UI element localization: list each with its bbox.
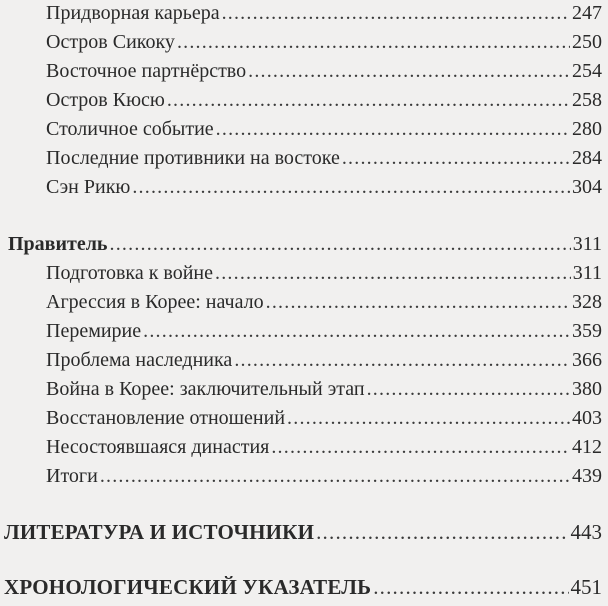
toc-entry [46,176,602,201]
toc-entry [46,89,602,114]
toc-entry-title: Перемирие [46,320,142,342]
toc-entry-page: 311 [572,262,602,284]
toc-entry-page: 359 [572,320,602,342]
toc-entry-title: Остров Кюсю [46,89,165,111]
toc-entry [46,465,602,490]
toc-entry-title: Подготовка к войне [46,262,214,284]
toc-entry [46,31,602,56]
toc-entry-page: 247 [572,2,602,24]
toc-entry-title: Остров Сикоку [46,31,175,53]
toc-entry-page: 403 [572,407,602,429]
toc-entry [46,436,602,461]
dot-leader [266,291,570,314]
toc-part-title: Правитель [8,233,108,255]
dot-leader [143,320,570,343]
toc-major-heading-chronology [4,575,602,603]
toc-entry [46,118,602,143]
dot-leader [216,118,570,141]
toc-part-heading [8,233,602,258]
toc-entry-page: 439 [572,465,602,487]
toc-entry-page: 304 [572,176,602,198]
toc-entry [46,320,602,345]
dot-leader [342,147,570,170]
toc-major-page: 451 [570,575,602,599]
dot-leader [271,436,570,459]
dot-leader [110,233,571,256]
toc-major-heading-literature [4,520,602,548]
toc-entry-page: 284 [572,147,602,169]
toc-entry [46,262,602,287]
dot-leader [316,520,568,545]
toc-entry-title: Агрессия в Корее: начало [46,291,264,313]
toc-entry-title: Последние противники на востоке [46,147,340,169]
dot-leader [167,89,570,112]
toc-entry-page: 254 [572,60,602,82]
dot-leader [177,31,570,54]
dot-leader [287,407,570,430]
dot-leader [373,575,568,600]
toc-entry [46,291,602,316]
toc-entry-title: Восточное партнёрство [46,60,247,82]
toc-entry-title: Проблема наследника [46,349,233,371]
dot-leader [248,60,570,83]
toc-entry-title: Итоги [46,465,98,487]
toc-entry-title: Восстановление отношений [46,407,286,429]
dot-leader [215,262,571,285]
toc-entry [46,60,602,85]
toc-entry-page: 412 [572,436,602,458]
toc-major-page: 443 [570,520,602,544]
toc-entry-title: Придворная карьера [46,2,220,24]
toc-entry-title: Сэн Рикю [46,176,131,198]
toc-entry [46,2,602,27]
toc-entry [46,147,602,172]
dot-leader [100,465,570,488]
toc-entry-title: Война в Корее: заключительный этап [46,378,365,400]
dot-leader [222,2,570,25]
toc-entry-page: 280 [572,118,602,140]
toc-entry [46,378,602,403]
toc-entry-title: Несостоявшаяся династия [46,436,270,458]
toc-major-title: ХРОНОЛОГИЧЕСКИЙ УКАЗАТЕЛЬ [4,575,372,599]
toc-entry-page: 380 [572,378,602,400]
toc-major-title: ЛИТЕРАТУРА И ИСТОЧНИКИ [4,520,315,544]
dot-leader [132,176,570,199]
toc-entry-page: 328 [572,291,602,313]
toc-part-page: 311 [572,233,602,255]
toc-entry-page: 366 [572,349,602,371]
toc-entry-page: 250 [572,31,602,53]
toc-entry [46,349,602,374]
toc-entry [46,407,602,432]
toc-entry-page: 258 [572,89,602,111]
toc-entry-title: Столичное событие [46,118,214,140]
dot-leader [367,378,570,401]
dot-leader [234,349,570,372]
